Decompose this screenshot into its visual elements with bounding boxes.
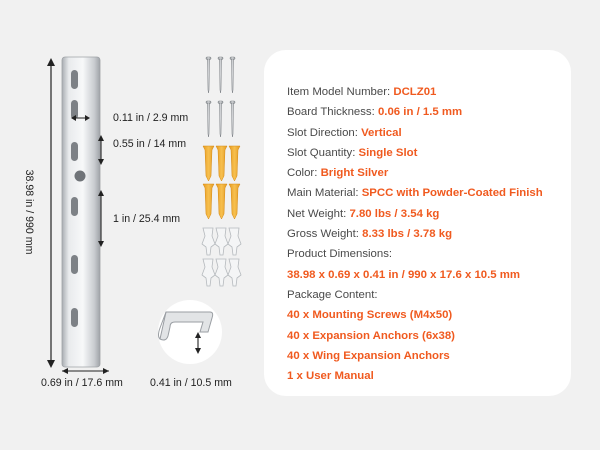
spec-value: 1 x User Manual xyxy=(287,370,374,383)
width-arrow xyxy=(62,368,109,374)
spec-value: Vertical xyxy=(361,126,402,139)
profile-detail-icon xyxy=(158,300,222,364)
total-height-label: 38.98 in / 990 mm xyxy=(23,169,35,255)
spec-row-thickness xyxy=(287,102,543,122)
rail-strip xyxy=(62,57,100,367)
spec-value: Bright Silver xyxy=(320,167,389,180)
expansion-anchors-icon xyxy=(203,146,240,219)
spec-label: Board Thickness: xyxy=(287,106,378,119)
depth-label: 0.41 in / 10.5 mm xyxy=(150,377,232,389)
spec-value: DCLZ01 xyxy=(393,86,437,98)
spec-value: SPCC with Powder-Coated Finish xyxy=(361,187,543,200)
spec-value: 7.80 lbs / 3.54 kg xyxy=(349,207,440,220)
spec-row-package-anchors xyxy=(287,326,543,346)
spec-value: 40 x Mounting Screws (M4x50) xyxy=(287,309,453,322)
width-label: 0.69 in / 17.6 mm xyxy=(41,377,123,389)
spec-row-model xyxy=(287,82,543,102)
wing-anchors-icon xyxy=(202,228,241,286)
spec-label: Item Model Number: xyxy=(287,86,394,98)
spec-value: 38.98 x 0.69 x 0.41 in / 990 x 17.6 x 10.5 mm xyxy=(287,268,521,281)
mounting-screws-icon xyxy=(206,57,235,137)
spec-row-slot-quantity xyxy=(287,143,543,163)
spec-row-gross-weight xyxy=(287,224,543,244)
slot-length-label: 0.55 in / 14 mm xyxy=(113,138,187,150)
slot-width-label: 0.11 in / 2.9 mm xyxy=(113,112,189,124)
spec-row-material xyxy=(287,183,543,203)
spec-list xyxy=(287,82,543,386)
spec-value: 0.06 in / 1.5 mm xyxy=(377,106,463,119)
spec-row-color xyxy=(287,163,543,183)
spec-label: Main Material: xyxy=(287,187,362,200)
spec-label: Net Weight: xyxy=(287,207,350,220)
spec-row-dimensions-heading xyxy=(287,244,543,264)
slot-spacing-label: 1 in / 25.4 mm xyxy=(113,213,181,225)
spec-label: Slot Direction: xyxy=(287,126,362,139)
spec-row-package-manual xyxy=(287,366,543,386)
spec-label: Slot Quantity: xyxy=(287,146,359,159)
spec-row-dimensions-value xyxy=(287,265,543,285)
spec-label: Package Content: xyxy=(287,288,378,301)
spec-row-package-heading xyxy=(287,285,543,305)
height-dimension-line xyxy=(47,58,55,368)
spec-value: 8.33 lbs / 3.78 kg xyxy=(362,228,453,241)
spec-row-slot-direction xyxy=(287,123,543,143)
mounting-hole-icon xyxy=(75,171,86,182)
spec-row-net-weight xyxy=(287,204,543,224)
spec-row-package-screws xyxy=(287,305,543,325)
spec-label: Gross Weight: xyxy=(287,228,363,241)
spec-value: 40 x Expansion Anchors (6x38) xyxy=(287,329,455,342)
spec-row-package-wing-anchors xyxy=(287,346,543,366)
spec-value: Single Slot xyxy=(358,146,418,159)
spec-value: 40 x Wing Expansion Anchors xyxy=(287,349,450,362)
spec-label: Color: xyxy=(287,167,321,180)
spec-label: Product Dimensions: xyxy=(287,248,393,261)
